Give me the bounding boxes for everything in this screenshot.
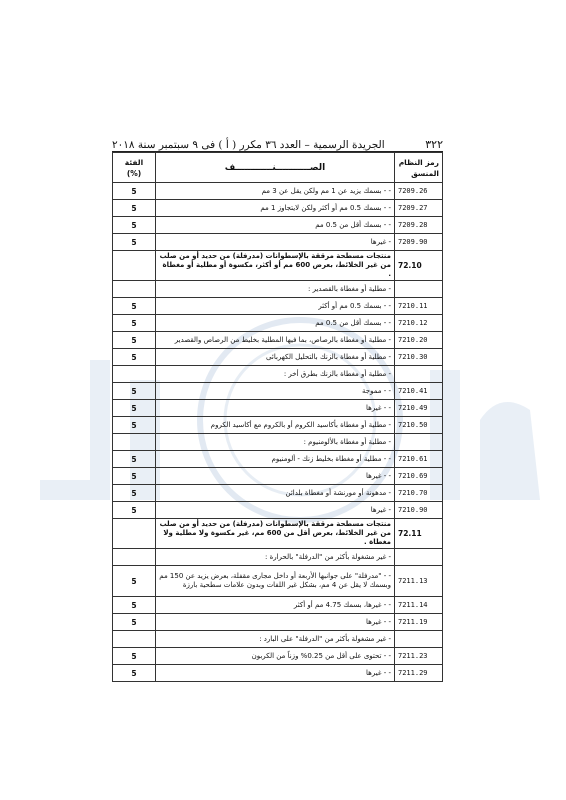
cell-rate: 5	[113, 315, 156, 332]
cell-rate: 5	[113, 234, 156, 251]
cell-description: - مطلية أو مغطاة بالزنك بطرق أخر :	[156, 366, 395, 383]
table-body	[113, 183, 443, 682]
cell-code: 7210.49	[395, 400, 443, 417]
table-row	[113, 485, 443, 502]
table-row	[113, 502, 443, 519]
cell-rate: 5	[113, 332, 156, 349]
table-row	[113, 315, 443, 332]
cell-rate: 5	[113, 217, 156, 234]
cell-rate: 5	[113, 566, 156, 597]
cell-rate	[113, 549, 156, 566]
cell-code: 7210.90	[395, 502, 443, 519]
cell-description: - غيرها	[156, 502, 395, 519]
col-header-code	[395, 153, 443, 183]
col-header-description: الصـــــــــــنــــــــــــف	[156, 153, 395, 183]
cell-description: - - مموجة	[156, 383, 395, 400]
cell-description: - مدهونة أو مورنشة أو مغطاة بلدائن	[156, 485, 395, 502]
cell-rate: 5	[113, 417, 156, 434]
tariff-table	[112, 152, 443, 682]
cell-rate: 5	[113, 485, 156, 502]
cell-description: - غيرها	[156, 234, 395, 251]
table-row	[113, 217, 443, 234]
table-row	[113, 349, 443, 366]
cell-code: 7210.69	[395, 468, 443, 485]
cell-code: 7209.28	[395, 217, 443, 234]
table-row	[113, 631, 443, 648]
table-row	[113, 597, 443, 614]
cell-rate: 5	[113, 648, 156, 665]
cell-description: - - غيرها، بسمك 4.75 مم أو أكثر	[156, 597, 395, 614]
cell-code: 7209.26	[395, 183, 443, 200]
table-row	[113, 566, 443, 597]
cell-description: - - مطلية أو مغطاة بخليط زنك - ألومنيوم	[156, 451, 395, 468]
cell-rate: 5	[113, 298, 156, 315]
table-row	[113, 383, 443, 400]
cell-code: 72.10	[395, 251, 443, 281]
table-row	[113, 298, 443, 315]
table-row	[113, 281, 443, 298]
cell-code: 7210.30	[395, 349, 443, 366]
cell-code: 7211.13	[395, 566, 443, 597]
cell-code: 7210.50	[395, 417, 443, 434]
table-row	[113, 400, 443, 417]
col-header-code-line1: رمز النظام	[398, 157, 439, 167]
cell-rate: 5	[113, 614, 156, 631]
table-row	[113, 434, 443, 451]
cell-code: 72.11	[395, 519, 443, 549]
col-header-rate	[113, 153, 156, 183]
cell-description: منتجات مسطحة مرققة بالإسطوانات (مدرفلة) من حديد أو من صلب من غير الخلائط، بعرض 600 مم أو أكثر، مكسوة أو مطلية أو مغطاة .	[156, 251, 395, 281]
cell-code: 7210.20	[395, 332, 443, 349]
cell-rate: 5	[113, 400, 156, 417]
cell-code: 7209.27	[395, 200, 443, 217]
cell-code: 7210.11	[395, 298, 443, 315]
cell-description: - - بسمك 0.5 مم أو أكثر ولكن لايتجاوز 1 مم	[156, 200, 395, 217]
cell-code	[395, 281, 443, 298]
cell-description: - - غيرها	[156, 400, 395, 417]
cell-description: - مطلية أو مغطاة بالرصاص، بما فيها المطلية بخليط من الرصاص والقصدير	[156, 332, 395, 349]
table-row	[113, 183, 443, 200]
cell-rate	[113, 434, 156, 451]
page-header	[112, 131, 443, 152]
cell-description: - - بسمك أقل من 0.5 مم	[156, 217, 395, 234]
cell-code: 7211.19	[395, 614, 443, 631]
cell-rate	[113, 281, 156, 298]
table-row	[113, 251, 443, 281]
table-header-row	[113, 153, 443, 183]
table-row	[113, 451, 443, 468]
cell-code	[395, 631, 443, 648]
cell-code: 7211.14	[395, 597, 443, 614]
cell-rate	[113, 631, 156, 648]
cell-rate	[113, 519, 156, 549]
cell-rate: 5	[113, 597, 156, 614]
col-header-rate-line2: (%)	[126, 168, 142, 178]
table-row	[113, 417, 443, 434]
table-row	[113, 332, 443, 349]
cell-rate: 5	[113, 502, 156, 519]
cell-code: 7210.70	[395, 485, 443, 502]
cell-description: - - "مدرفلة" على جوانبها الأربعة أو داخل مجارى مقفلة، بعرض يزيد عن 150 مم وبسمك لا يقل عن 4 مم، بشكل غير اللفات وبدون علامات سطحية بارزة	[156, 566, 395, 597]
page-number: ٣٢٢	[425, 138, 443, 151]
cell-description: - غير مشغولة بأكثر من "الدرفلة" بالحرارة :	[156, 549, 395, 566]
cell-description: - مطلية أو مغطاة بالألومنيوم :	[156, 434, 395, 451]
cell-code: 7210.61	[395, 451, 443, 468]
cell-rate	[113, 251, 156, 281]
cell-description: - مطلية أو مغطاة بالزنك بالتحليل الكهربائى	[156, 349, 395, 366]
cell-description: - - غيرها	[156, 665, 395, 682]
cell-rate	[113, 366, 156, 383]
cell-description: - مطلية أو مغطاة بأكاسيد الكروم أو بالكروم مع أكاسيد الكروم	[156, 417, 395, 434]
table-row	[113, 234, 443, 251]
cell-rate: 5	[113, 383, 156, 400]
cell-description: - - بسمك 0.5 مم أو أكثر	[156, 298, 395, 315]
table-row	[113, 614, 443, 631]
cell-code: 7209.90	[395, 234, 443, 251]
cell-rate: 5	[113, 665, 156, 682]
cell-description: - - غيرها	[156, 468, 395, 485]
cell-description: - - غيرها	[156, 614, 395, 631]
cell-code: 7210.41	[395, 383, 443, 400]
cell-code	[395, 549, 443, 566]
gazette-title: الجريدة الرسمية – العدد ٣٦ مكرر ( أ ) فى ٩ سبتمبر سنة ٢٠١٨	[112, 139, 385, 151]
col-header-code-line2: المنسق	[411, 168, 439, 178]
cell-code	[395, 366, 443, 383]
table-row	[113, 665, 443, 682]
table-row	[113, 549, 443, 566]
cell-code: 7211.23	[395, 648, 443, 665]
table-row	[113, 648, 443, 665]
cell-rate: 5	[113, 468, 156, 485]
table-row	[113, 519, 443, 549]
table-row	[113, 200, 443, 217]
cell-description: - - تحتوى على أقل من 0.25% وزناً من الكربون	[156, 648, 395, 665]
table-row	[113, 468, 443, 485]
col-header-rate-line1: الفئة	[124, 157, 144, 167]
cell-description: منتجات مسطحة مرققة بالإسطوانات (مدرفلة) من حديد أو من صلب من غير الخلائط، بعرض أقل من 600 مم، غير مكسوة ولا مطلية ولا مغطاة .	[156, 519, 395, 549]
cell-description: - - بسمك أقل من 0.5 مم	[156, 315, 395, 332]
cell-rate: 5	[113, 183, 156, 200]
cell-description: - غير مشغولة بأكثر من "الدرفلة" على البارد :	[156, 631, 395, 648]
cell-rate: 5	[113, 200, 156, 217]
cell-code	[395, 434, 443, 451]
table-row	[113, 366, 443, 383]
cell-code: 7210.12	[395, 315, 443, 332]
cell-description: - - بسمك يزيد عن 1 مم ولكن يقل عن 3 مم	[156, 183, 395, 200]
cell-description: - مطلية أو مغطاة بالقصدير :	[156, 281, 395, 298]
cell-code: 7211.29	[395, 665, 443, 682]
cell-rate: 5	[113, 349, 156, 366]
cell-rate: 5	[113, 451, 156, 468]
